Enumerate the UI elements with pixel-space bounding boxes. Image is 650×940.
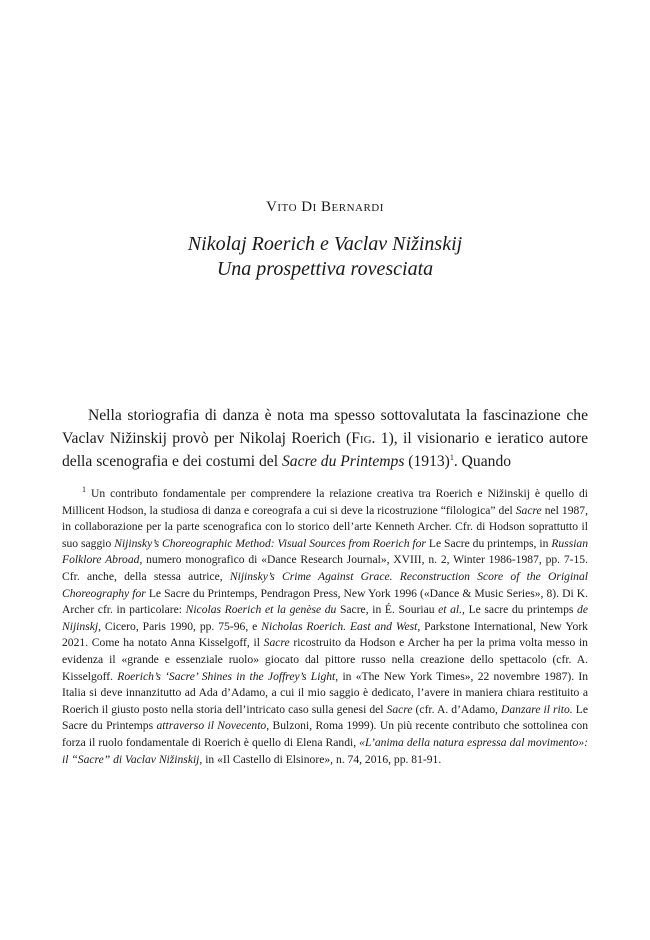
- body-text: [62, 404, 588, 473]
- footnote-italic: attraverso il Novecento: [156, 719, 267, 733]
- author-name: Vito Di Bernardi: [266, 199, 384, 215]
- footnote-italic: Russian Folklore Abroad: [62, 536, 589, 567]
- footnote-italic: Nicholas Roerich. East and West: [261, 619, 418, 633]
- footnote-italic: Roerich’s ‘Sacre’ Shines in the Joffrey’s Light: [117, 669, 336, 683]
- footnote-italic: Sacre: [263, 636, 290, 650]
- footnote-text: , in «Il Castello di Elsinore», n. 74, 2016, pp. 81-91.: [199, 752, 442, 766]
- footnote-italic: et al.: [438, 603, 463, 617]
- text-run: ), il visionario e ieratico autore della scenografia e dei costumi del: [62, 430, 588, 470]
- footnote-text: , Le sacre du printemps: [462, 603, 578, 617]
- footnote-text: Le Sacre du printemps, in: [425, 536, 552, 550]
- footnote-text: , numero monografico di «Dance Research Journal», XVIII, n. 2, Winter 1986-1987, pp. 7-15. Cfr. anche, della stessa autrice,: [62, 553, 589, 583]
- footnote-text: nel 1987, in collaborazione per la parte scenografica con lo storico dell’arte Kenneth Archer. Cfr. di Hodson soprattutto il suo saggio: [62, 503, 589, 550]
- footnote-text: Le Sacre du Printemps: [62, 702, 588, 733]
- footnote-text: Un contributo fondamentale per comprendere la relazione creativa tra Roerich e Nižinskij è quello di Millicent Hodson, la studiosa di danza e coreografa a cui si deve la ricostruzione “filologica” del: [62, 487, 588, 517]
- body-paragraph: [62, 404, 588, 473]
- footnote-text: ricostruito da Hodson e Archer ha per la prima volta messo in evidenza il «grande e essenziale ruolo» giocato dal pittore russo nella creazione dello spettacolo (cfr. A. Kisselgoff.: [62, 636, 588, 683]
- footnote-text: , Bulzoni, Roma 1999). Un più recente contributo che sottolinea con forza il ruolo fondamentale di Roerich è quello di Elena Randi,: [62, 719, 588, 749]
- footnote-italic: de Nijinskj: [62, 603, 588, 633]
- title-line-1: Nikolaj Roerich e Vaclav Nižinskij: [187, 233, 463, 255]
- footnote-number: 1: [82, 485, 86, 495]
- footnote-italic: Sacre: [386, 702, 413, 716]
- footnote-italic: «L’anima della natura espressa dal movimento»: il “Sacre” di Vaclav Nižinskij: [62, 735, 588, 766]
- footnote-italic: Danzare il rito.: [501, 702, 573, 716]
- footnote-italic: Nijinsky’s Choreographic Method: Visual Sources from Roerich for: [114, 536, 426, 550]
- article-title: [0, 232, 650, 282]
- footnote-italic: Nijinsky’s Crime Against Grace. Reconstruction Score of the Original Choreography for: [62, 569, 588, 600]
- footnote-text: , in «The New York Times», 22 novembre 1987). In Italia si deve innanzitutto ad Ada d’Adamo, a cui il mio saggio è dedicato, l’avere in maniera chiara restituito a Roerich il giusto posto nella storia dell’intricato caso sulla genesi del: [62, 669, 588, 716]
- footnote-paragraph: [62, 486, 588, 768]
- footnote-marker: 1: [449, 452, 454, 462]
- footnote-text: , Parkstone International, New York 2021. Come ha notato Anna Kisselgoff, il: [62, 619, 588, 650]
- footnote-text: , Cicero, Paris 1990, pp. 75-96, e: [98, 619, 262, 633]
- footnote-text: (cfr. A. d’Adamo,: [412, 702, 501, 716]
- text-run: Nella storiografia di danza è nota ma spesso sottovalutata la fascinazione che Vaclav Nižinskij provò per Nikolaj Roerich (: [62, 407, 588, 447]
- figure-reference: Fig. 1: [351, 430, 389, 447]
- footnote-text: Sacre, in É. Souriau: [336, 603, 439, 617]
- text-run: (1913): [404, 453, 450, 470]
- title-line-2: Una prospettiva rovesciata: [216, 258, 434, 280]
- footnote-italic: Sacre: [515, 503, 542, 517]
- footnote-italic: Nicolas Roerich et la genèse du: [185, 603, 337, 617]
- work-title: Sacre du Printemps: [281, 453, 405, 470]
- footnote-text: Le Sacre du Printemps, Pendragon Press, New York 1996 («Dance & Music Series», 8). Di K. Archer cfr. in particolare:: [62, 586, 589, 617]
- footnote: [62, 486, 588, 768]
- text-run: . Quando: [453, 453, 512, 470]
